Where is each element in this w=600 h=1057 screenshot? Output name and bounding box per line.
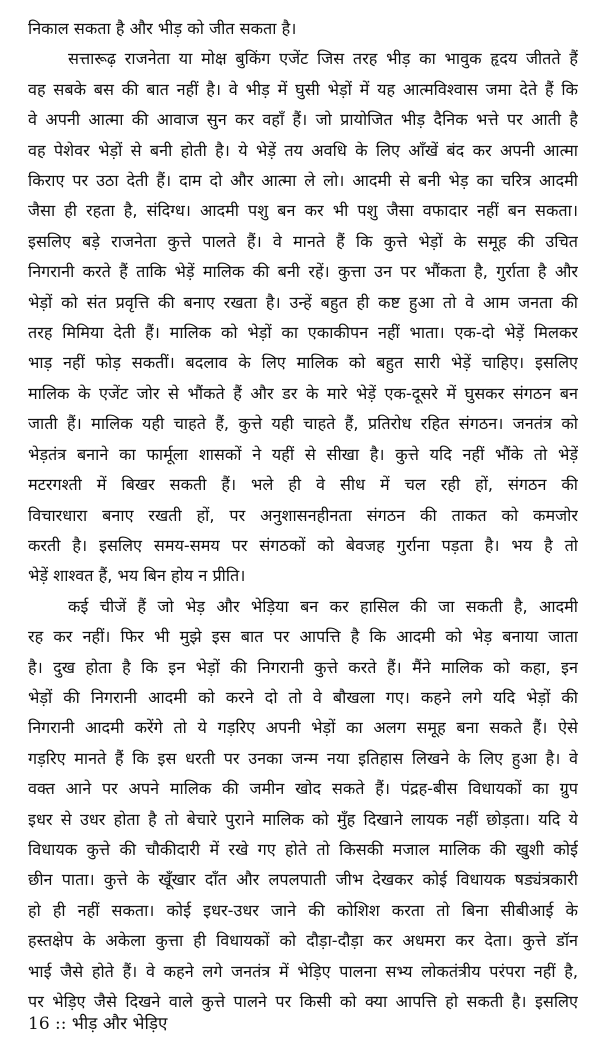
text-line: जाती हैं। मालिक यही चाहते हैं, कुत्ते यही चाहते हैं, प्रतिरोध रहित संगठन। जनतंत्र को xyxy=(28,414,578,434)
text-line: मटरगश्ती में बिखर सकती हैं। भले ही वे सीध में चल रही हों, संगठन की xyxy=(28,475,578,495)
text-line: सत्तारूढ़ राजनेता या मोक्ष बुकिंग एजेंट जिस तरह भीड़ का भावुक हृदय जीतते हैं xyxy=(68,49,578,69)
text-line: हो ही नहीं सकता। कोई इधर-उधर जाने की कोशिश करता तो बिना सीबीआई के xyxy=(28,900,578,920)
paragraph-2 xyxy=(28,44,578,591)
body-text xyxy=(28,14,578,1017)
page-footer xyxy=(28,1011,167,1034)
text-line: रह कर नहीं। फिर भी मुझे इस बात पर आपत्ति है कि आदमी को भेड़ बनाया जाता xyxy=(28,627,578,647)
text-line: जैसा ही रहता है, संदिग्ध। आदमी पशु बन कर भी पशु जैसा वफादार नहीं बन सकता। xyxy=(28,201,578,221)
page-number: 16 xyxy=(28,1014,50,1034)
text-line: गड़रिए मानते हैं कि इस धरती पर उनका जन्म नया इतिहास लिखने के लिए हुआ है। वे xyxy=(28,748,578,768)
text-line: पर भेड़िए जैसे दिखने वाले कुत्ते पालने पर किसी को क्या आपत्ति हो सकती है। इसलिए xyxy=(28,992,578,1011)
paragraph-3 xyxy=(28,592,578,1018)
text-line: भेड़ों की निगरानी आदमी को करने दो तो वे बौखला गए। कहने लगे यदि भेड़ों की xyxy=(28,687,578,707)
text-line: भेड़ें शाश्वत हैं, भय बिन होय न प्रीति। xyxy=(28,566,246,586)
text-line: है। दुख होता है कि इन भेड़ों की निगरानी कुत्ते करते हैं। मैंने मालिक को कहा, इन xyxy=(28,657,578,677)
text-line: निगरानी करते हैं ताकि भेड़ें मालिक की बनी रहें। कुत्ता उन पर भौंकता है, गुर्राता है और xyxy=(28,262,578,282)
footer-separator: :: xyxy=(55,1014,67,1034)
text-line: हस्तक्षेप के अकेला कुत्ता ही विधायकों को दौड़ा-दौड़ा कर अधमरा कर देता। कुत्ते डॉन xyxy=(28,931,578,951)
text-line: छीन पाता। कुत्ते के खूँखार दाँत और लपलपाती जीभ देखकर कोई विधायक षड्यंत्रकारी xyxy=(28,870,578,890)
text-line: वक्त आने पर अपने मालिक की जमीन खोद सकते हैं। पंद्रह-बीस विधायकों का ग्रुप xyxy=(28,779,578,799)
text-line: करती है। इसलिए समय-समय पर संगठकों को बेवजह गुर्राना पड़ता है। भय है तो xyxy=(28,535,578,555)
text-line: वह सबके बस की बात नहीं है। वे भीड़ में घुसी भेड़ों में यह आत्मविश्वास जमा देते हैं कि xyxy=(28,79,578,99)
paragraph-1 xyxy=(28,14,578,44)
text-line: इधर से उधर होता है तो बेचारे पुराने मालिक को मुँह दिखाने लायक नहीं छोड़ता। यदि ये xyxy=(28,809,578,829)
text-line: भाड़ नहीं फोड़ सकतीं। बदलाव के लिए मालिक को बहुत सारी भेड़ें चाहिए। इसलिए xyxy=(28,353,578,373)
text-line: मालिक के एजेंट जोर से भौंकते हैं और डर के मारे भेड़ें एक-दूसरे में घुसकर संगठन बन xyxy=(28,383,578,403)
text-line: किराए पर उठा देती हैं। दाम दो और आत्मा ले लो। आदमी से बनी भेड़ का चरित्र आदमी xyxy=(28,171,578,191)
text-line: भेड़ों को संत प्रवृत्ति की बनाए रखता है। उन्हें बहुत ही कष्ट हुआ तो वे आम जनता की xyxy=(28,292,578,312)
text-line: विचारधारा बनाए रखती हों, पर अनुशासनहीनता संगठन की ताकत को कमजोर xyxy=(28,505,578,525)
text-line: निकाल सकता है और भीड़ को जीत सकता है। xyxy=(28,19,297,38)
text-line: तरह मिमिया देती हैं। मालिक को भेड़ों का एकाकीपन नहीं भाता। एक-दो भेड़ें मिलकर xyxy=(28,323,578,343)
text-line: निगरानी आदमी करेंगे तो ये गड़रिए अपनी भेड़ों का अलग समूह बना सकते हैं। ऐसे xyxy=(28,718,578,738)
text-line: भाई जैसे होते हैं। वे कहने लगे जनतंत्र में भेड़िए पालना सभ्य लोकतंत्रीय परंपरा नहीं है, xyxy=(28,961,578,981)
text-line: भेड़तंत्र बनाने का फार्मूला शासकों ने यहीं से सीखा है। कुत्ते यदि नहीं भौंके तो भेड़ें xyxy=(28,444,578,464)
text-line: कई चीजें हैं जो भेड़ और भेड़िया बन कर हासिल की जा सकती है, आदमी xyxy=(68,596,578,616)
text-line: इसलिए बड़े राजनेता कुत्ते पालते हैं। वे मानते हैं कि कुत्ते भेड़ों के समूह की उचित xyxy=(28,231,578,251)
text-line: वह पेशेवर भेड़ों से बनी होती है। ये भेड़ें तय अवधि के लिए आँखें बंद कर अपनी आत्मा xyxy=(28,140,578,160)
text-line: विधायक कुत्ते की चौकीदारी में रखे गए होते तो किसकी मजाल मालिक की खुशी कोई xyxy=(28,839,578,859)
text-line: वे अपनी आत्मा की आवाज सुन कर वहाँ हैं। जो प्रायोजित भीड़ दैनिक भत्ते पर आती है xyxy=(28,110,578,130)
book-title: भीड़ और भेड़िए xyxy=(71,1014,168,1034)
